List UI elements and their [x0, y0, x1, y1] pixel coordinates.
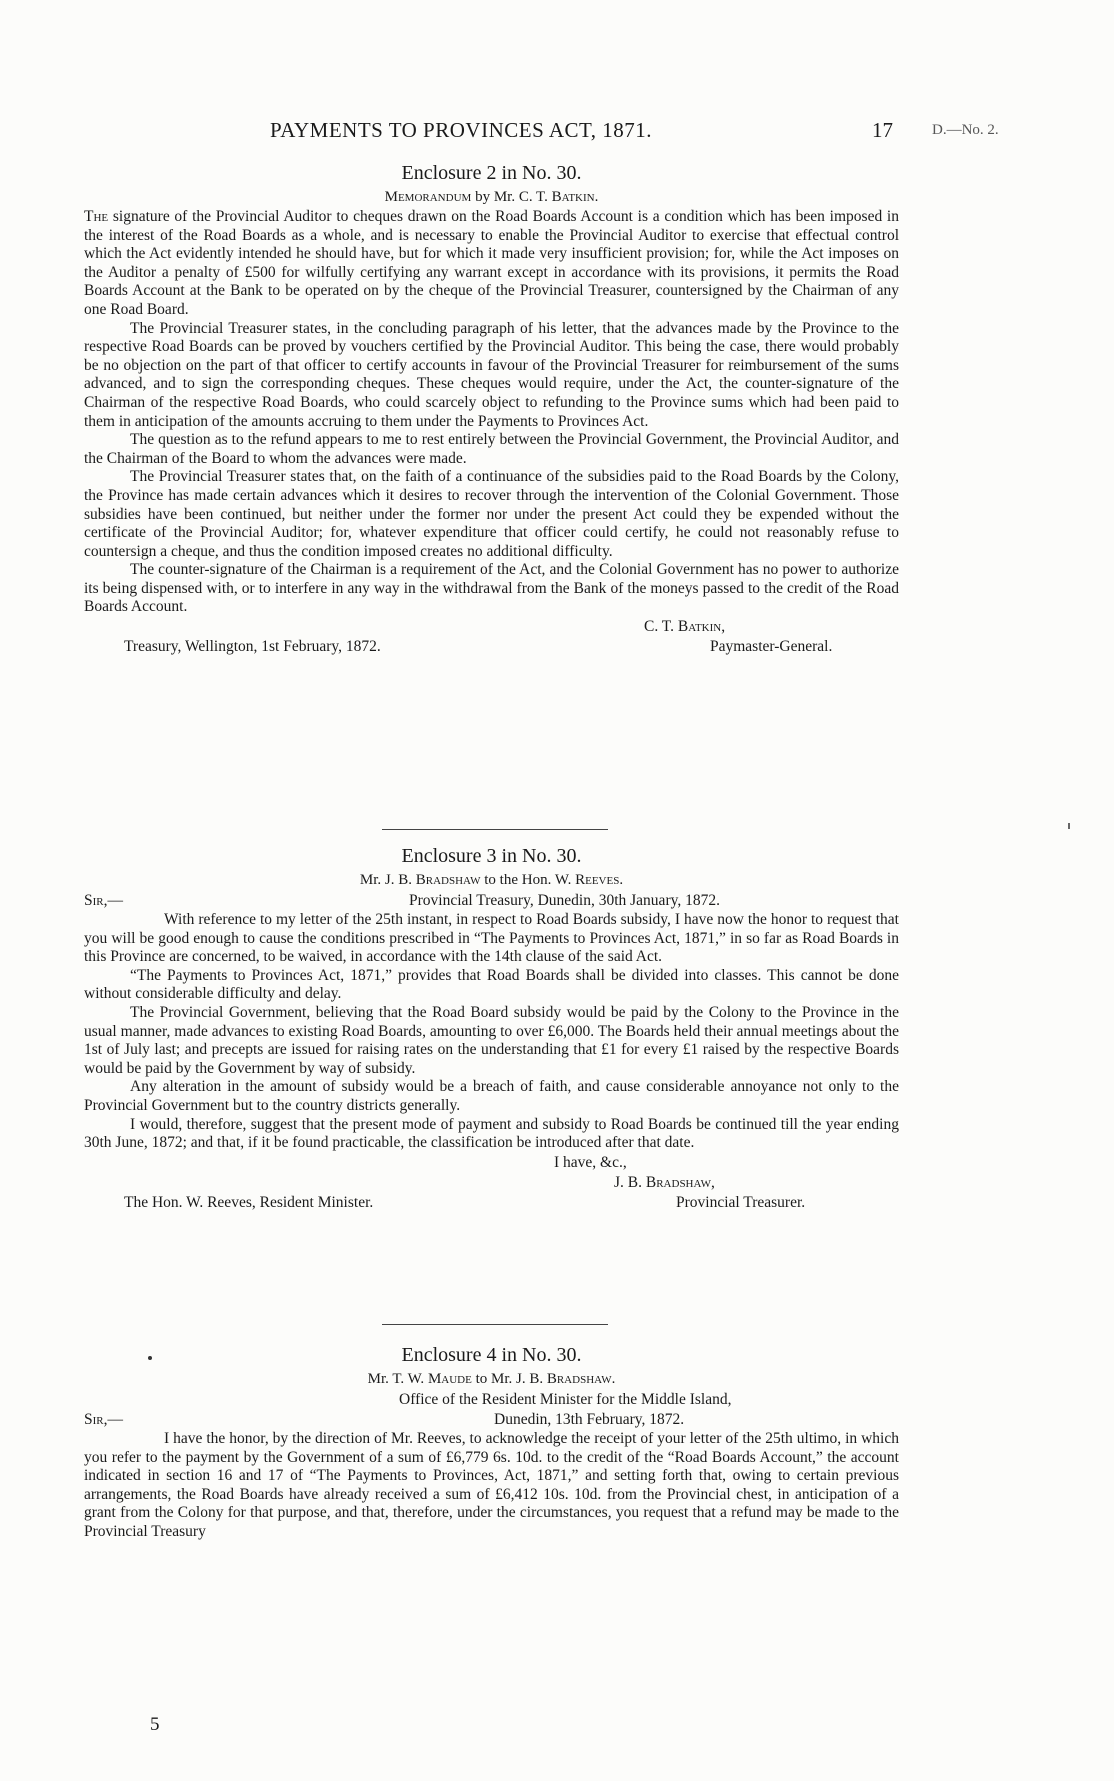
paragraph: With reference to my letter of the 25th instant, in respect to Road Boards subsidy, I have now the honor to request that you will be good enough to cause the conditions prescribed in “The Payments to Provinces Act, 1871,” in so far as Road Boards in this Province are concerned, to be waived, in accordance with the 14th clause of the said Act. [84, 911, 899, 966]
signature-mark: 5 [150, 1714, 160, 1735]
enclosure-2 [84, 160, 899, 657]
paragraph: Any alteration in the amount of subsidy would be a breach of faith, and cause considerable annoyance not only to the Provincial Government but to the country districts generally. [84, 1078, 899, 1114]
salutation: Sir,— [84, 1411, 123, 1428]
from-name: Bradshaw [415, 872, 481, 888]
signature-line [84, 1173, 899, 1193]
signer [644, 617, 725, 637]
section-divider [382, 829, 608, 830]
signer-initials: J. B. [614, 1173, 646, 1191]
salutation-line [84, 891, 899, 911]
signer-name: Batkin, [677, 618, 726, 636]
paragraph: I have the honor, by the direction of Mr. Reeves, to acknowledge the receipt of your letter of the 25th ultimo, in which you refer to the payment by the Government of a sum of £6,779 6s. 10d. to the credit of the “Road Boards Account,” the account indicated in section 16 and 17 of “The Payments to Provinces, Act, 1871,” and setting forth that, owing to certain previous arrangements, the Road Boards have already received a sum of £6,412 10s. 10d. from the Provincial chest, in anticipation of a grant from the Colony for that purpose, and that, therefore, under the circumstances, you request that a refund may be made to the Provincial Treasury [84, 1430, 899, 1540]
enclosure-heading: Enclosure 4 in No. 30. [401, 1344, 582, 1366]
signer-title: Paymaster-General. [710, 638, 833, 656]
enclosure-4 [84, 1342, 899, 1542]
closing-line [84, 1153, 899, 1173]
memo-label: Memorandum [384, 189, 472, 205]
paragraph: The counter-signature of the Chairman is a requirement of the Act, and the Colonial Government has no power to authorize its being dispensed with, or to interfere in any way in the withdrawal from the Bank of the moneys passed to the credit of the Road Boards Account. [84, 561, 899, 616]
memo-by: by Mr. C. T. [471, 189, 552, 205]
addressee: The Hon. W. Reeves, Resident Minister. [124, 1193, 374, 1211]
address-line [84, 1390, 899, 1410]
address-line-1: Office of the Resident Minister for the Middle Island, [399, 1391, 732, 1408]
address-line-2: Dunedin, 13th February, 1872. [494, 1411, 685, 1428]
from-prefix: Mr. T. W. [367, 1371, 428, 1387]
paragraph: The question as to the refund appears to me to rest entirely between the Provincial Government, the Provincial Auditor, and the Chairman of the Board to whom the advances were made. [84, 431, 899, 467]
paragraph: The Provincial Treasurer states that, on the faith of a continuance of the subsidies paid to the Road Boards by the Colony, the Province has made certain advances which it desires to recover through the intervention of the Colonial Government. Those subsidies have been continued, but neither under the former nor under the present Act could they be expended without the certificate of the Provincial Auditor; for, whatever expenditure that officer could certify, he could not reasonably refuse to countersign a cheque, and thus the condition imposed creates no additional difficulty. [84, 468, 899, 560]
paragraph-text: signature of the Provincial Auditor to cheques drawn on the Road Boards Account is a condition which has been imposed in the interest of the Road Boards as a whole, and is necessary to enable the Provincial Auditor to exercise that effectual control which the Act evidently intended he should have, but for which it made very insufficient provision; for, while the Act imposes on the Auditor a penalty of £500 for wilfully certifying any warrant except in accordance with its provisions, it permits the Road Boards Account at the Bank to be operated on by the cheque of the Provincial Treasurer, countersigned by the Chairman of any one Road Board. [84, 208, 899, 318]
running-head [0, 118, 1114, 148]
enclosure-heading: Enclosure 3 in No. 30. [401, 845, 582, 867]
paragraph-lead-in: The [84, 208, 109, 225]
place-date: Treasury, Wellington, 1st February, 1872. [124, 638, 381, 656]
memo-byline [84, 186, 899, 208]
address-date: Provincial Treasury, Dunedin, 30th January, 1872. [409, 892, 720, 909]
signature-line [84, 617, 899, 637]
paragraph: The Provincial Treasurer states, in the concluding paragraph of his letter, that the advances made by the Province to the respective Road Boards can be proved by vouchers certified by the Provincial Auditor. This being the case, there would probably be no objection on the part of that officer to certify accounts in favour of the Provincial Treasurer for reimbursement of the sums advanced, and to sign the corresponding cheques. These cheques would require, under the Act, the counter-signature of the Chairman of the respective Road Boards, who could scarcely object to refunding to the Province sums which had been paid to them in anticipation of the amounts accruing to them under the Payments to Provinces Act. [84, 319, 899, 430]
to-name: Bradshaw. [546, 1371, 616, 1387]
signer-initials: C. T. [644, 618, 678, 636]
signer-title: Provincial Treasurer. [676, 1193, 806, 1211]
document-code: D.—No. 2. [932, 122, 999, 138]
from-name: Maude [427, 1371, 472, 1387]
letter-byline [84, 869, 899, 891]
enclosure-heading: Enclosure 2 in No. 30. [401, 162, 582, 184]
to-prefix: to the Hon. W. [480, 872, 576, 888]
paragraph: “The Payments to Provinces Act, 1871,” provides that Road Boards shall be divided into classes. This cannot be done without considerable difficulty and delay. [84, 966, 899, 1003]
signer-name: Bradshaw, [645, 1173, 715, 1191]
to-name: Reeves. [575, 872, 624, 888]
section-divider [382, 1324, 608, 1325]
salutation-line [84, 1410, 899, 1430]
print-speck [1068, 823, 1070, 829]
addressee-line [84, 1193, 899, 1213]
closing: I have, &c., [554, 1153, 627, 1171]
paragraph [84, 208, 899, 320]
signer [614, 1173, 715, 1193]
paragraph: I would, therefore, suggest that the present mode of payment and subsidy to Road Boards be continued till the year ending 30th June, 1872; and that, if it be found practicable, the classification be introduced after that date. [84, 1115, 899, 1152]
enclosure-3 [84, 843, 899, 1213]
paragraph: The Provincial Government, believing that the Road Board subsidy would be paid by the Colony to the Province in the usual manner, made advances to existing Road Boards, amounting to over £6,000. The Boards held their annual meetings about the 1st of July last; and precepts are issued for raising rates on the understanding that £1 for every £1 raised by the respective Boards would be paid by the Government by way of subsidy. [84, 1003, 899, 1077]
memo-author: Batkin. [551, 189, 599, 205]
place-date-line [84, 637, 899, 657]
from-prefix: Mr. J. B. [359, 872, 416, 888]
page-number: 17 [872, 118, 893, 142]
salutation: Sir,— [84, 892, 123, 909]
letter-byline [84, 1368, 899, 1390]
running-title: PAYMENTS TO PROVINCES ACT, 1871. [270, 118, 653, 142]
to-prefix: to Mr. J. B. [471, 1371, 547, 1387]
